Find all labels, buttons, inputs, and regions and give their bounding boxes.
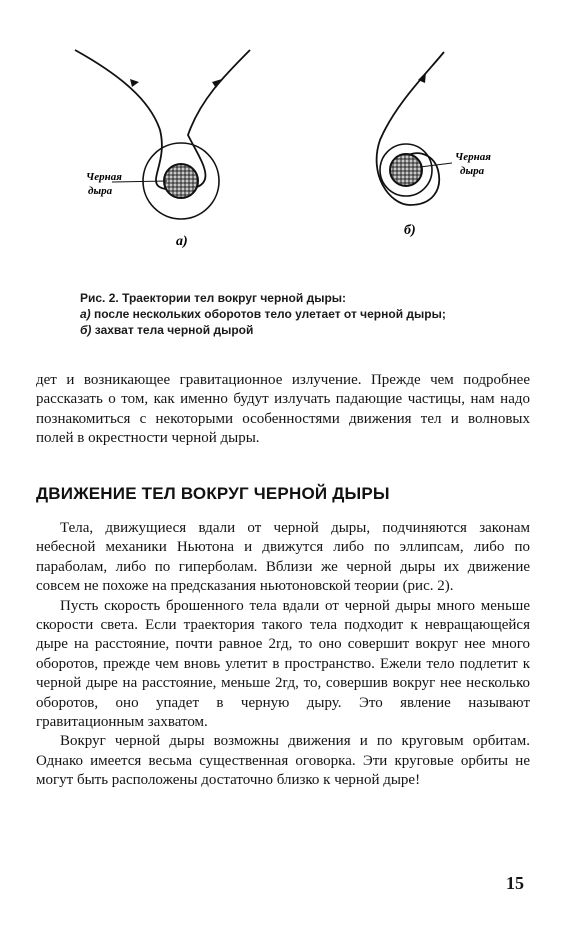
arrow-out-a — [130, 79, 139, 87]
paragraph-3: Пусть скорость брошенного тела вдали от черной дыры много меньше скорости света. Если траектория такого тела подходит к невращающейся дыре на расстояние, почти равное 2rд, то оно совершит вокруг нее много оборотов, прежде чем вновь улетит в пространство. Ежели тело подлетит к черной дыре на расстояние, меньше 2rд, то, совершив вокруг нее несколько оборотов, оно упадет в черную дыру. Это явление называют гравитационным захватом. — [36, 597, 530, 731]
caption-item-a-prefix: а) — [80, 307, 91, 321]
paragraph-1-text: дет и возникающее гравитационное излучение. Прежде чем подробнее рассказать о том, как именно будут излучать падающие частицы, нам надо познакомиться с некоторыми особенностями движения тел и волновых полей в окрестности черной дыры. — [36, 372, 530, 447]
trajectory-figure — [0, 30, 565, 260]
black-hole-b — [390, 154, 422, 186]
paragraph-2: Тела, движущиеся вдали от черной дыры, подчиняются законам небесной механики Ньютона и движутся либо по эллипсам, либо по параболам, либо по гиперболам. Вблизи же черной дыры их движение совсем не похоже на предсказания ньютоновской теории (рис. 2). — [36, 520, 530, 595]
bh-label-a-line2: дыра — [88, 185, 113, 197]
caption-item-a-text: после нескольких оборотов тело улетает от черной дыры; — [90, 307, 446, 321]
section-title: ДВИЖЕНИЕ ТЕЛ ВОКРУГ ЧЕРНОЙ ДЫРЫ — [36, 484, 390, 503]
caption-title: Рис. 2. Траектории тел вокруг черной дыры: — [80, 291, 347, 305]
bh-label-a-line1: Черная — [86, 171, 122, 183]
caption-item-a — [80, 306, 490, 322]
caption-item-b-prefix: б) — [80, 323, 92, 337]
panel-label-b: б) — [404, 223, 416, 238]
figure-caption — [80, 290, 490, 338]
panel-a — [75, 50, 250, 249]
escape-trajectory — [75, 50, 250, 190]
caption-item-b-text: захват тела черной дырой — [91, 323, 254, 337]
panel-b — [377, 52, 492, 238]
page-number: 15 — [506, 873, 524, 893]
arrow-in-a — [212, 79, 222, 88]
caption-item-b — [80, 322, 490, 338]
paragraph-4: Вокруг черной дыры возможны движения и по круговым орбитам. Однако имеется весьма существенная оговорка. Эти круговые орбиты не могут быть расположены достаточно близко к черной дыре! — [36, 733, 530, 789]
section-body — [36, 519, 530, 791]
bh-label-b-line1: Черная — [455, 151, 491, 163]
panel-label-a: а) — [176, 234, 188, 249]
paragraph-1 — [36, 371, 530, 449]
black-hole-a — [164, 164, 198, 198]
bh-label-b-line2: дыра — [460, 165, 485, 177]
